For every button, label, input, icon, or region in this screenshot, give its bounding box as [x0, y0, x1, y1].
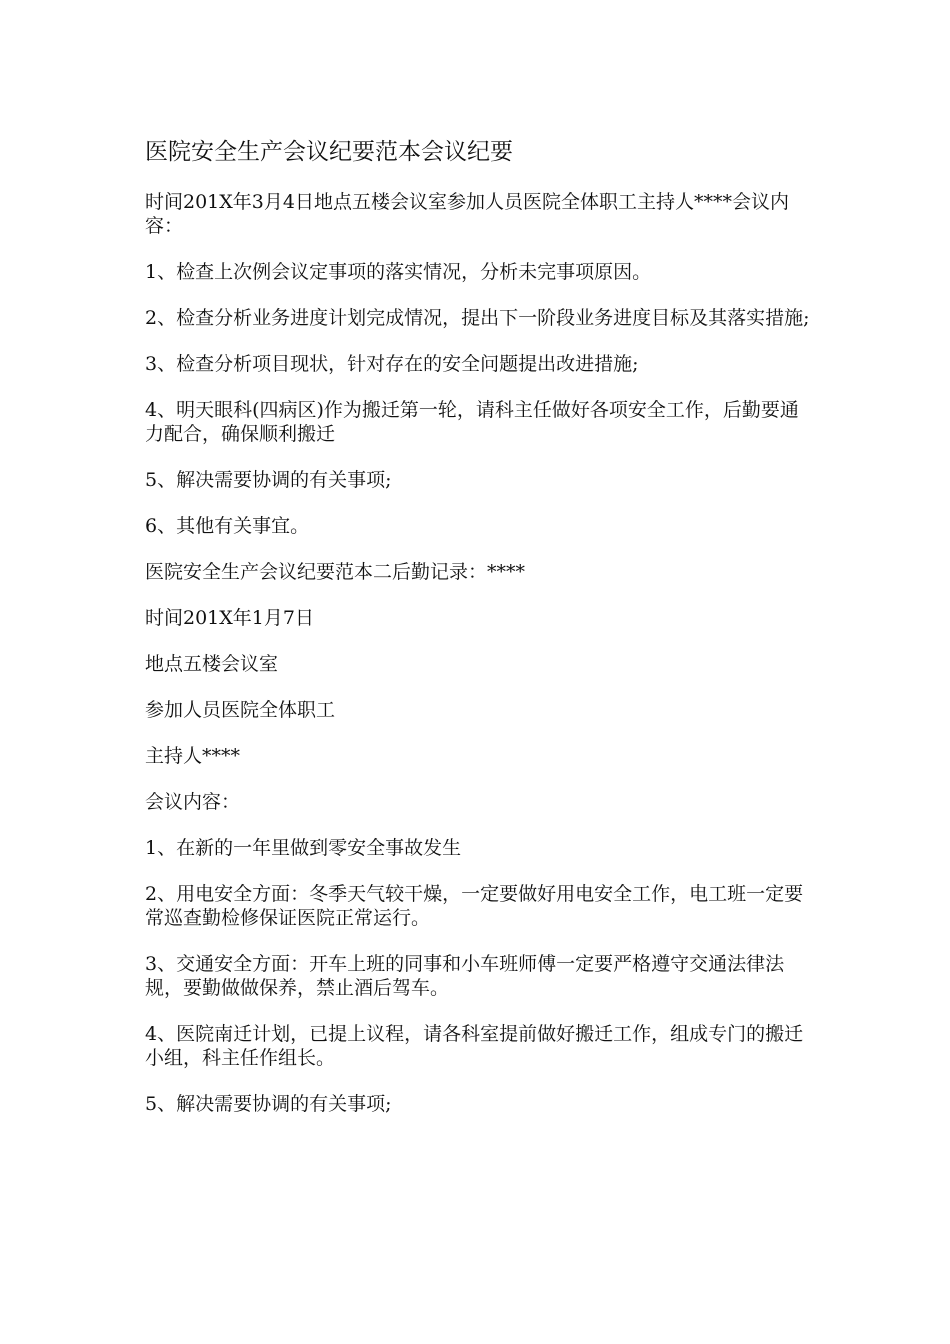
content-item-1: 1、在新的一年里做到零安全事故发生 [145, 837, 462, 859]
meeting-host: 主持人**** [145, 745, 241, 767]
content-item-4: 4、医院南迁计划，已提上议程，请各科室提前做好搬迁工作，组成专门的搬迁小组，科主任作组长。 [145, 1023, 804, 1069]
meeting-attendees: 参加人员医院全体职工 [145, 699, 336, 721]
content-item-3: 3、交通安全方面：开车上班的同事和小车班师傅一定要严格遵守交通法律法规，要勤做做保养，禁止酒后驾车。 [145, 953, 785, 999]
agenda-item-2: 2、检查分析业务进度计划完成情况，提出下一阶段业务进度目标及其落实措施; [145, 307, 810, 329]
agenda-item-1: 1、检查上次例会议定事项的落实情况，分析未完事项原因。 [145, 261, 652, 283]
agenda-item-6: 6、其他有关事宜。 [145, 515, 310, 537]
meeting-content-label: 会议内容： [145, 791, 241, 813]
agenda-item-4: 4、明天眼科(四病区)作为搬迁第一轮，请科主任做好各项安全工作，后勤要通力配合，确保顺利搬迁 [145, 399, 799, 445]
agenda-item-5: 5、解决需要协调的有关事项; [145, 469, 392, 491]
document-title: 医院安全生产会议纪要范本会议纪要 [145, 139, 513, 165]
meeting-time: 时间201X年1月7日 [145, 607, 314, 629]
document-page [145, 133, 810, 1138]
agenda-item-3: 3、检查分析项目现状，针对存在的安全问题提出改进措施; [145, 353, 639, 375]
content-item-2: 2、用电安全方面：冬季天气较干燥，一定要做好用电安全工作，电工班一定要常巡查勤检修保证医院正常运行。 [145, 883, 804, 929]
meeting-location: 地点五楼会议室 [145, 653, 279, 675]
section-two-heading: 医院安全生产会议纪要范本二后勤记录：**** [145, 561, 526, 583]
content-item-5: 5、解决需要协调的有关事项; [145, 1093, 392, 1115]
meeting-info-paragraph: 时间201X年3月4日地点五楼会议室参加人员医院全体职工主持人****会议内容： [145, 191, 789, 237]
